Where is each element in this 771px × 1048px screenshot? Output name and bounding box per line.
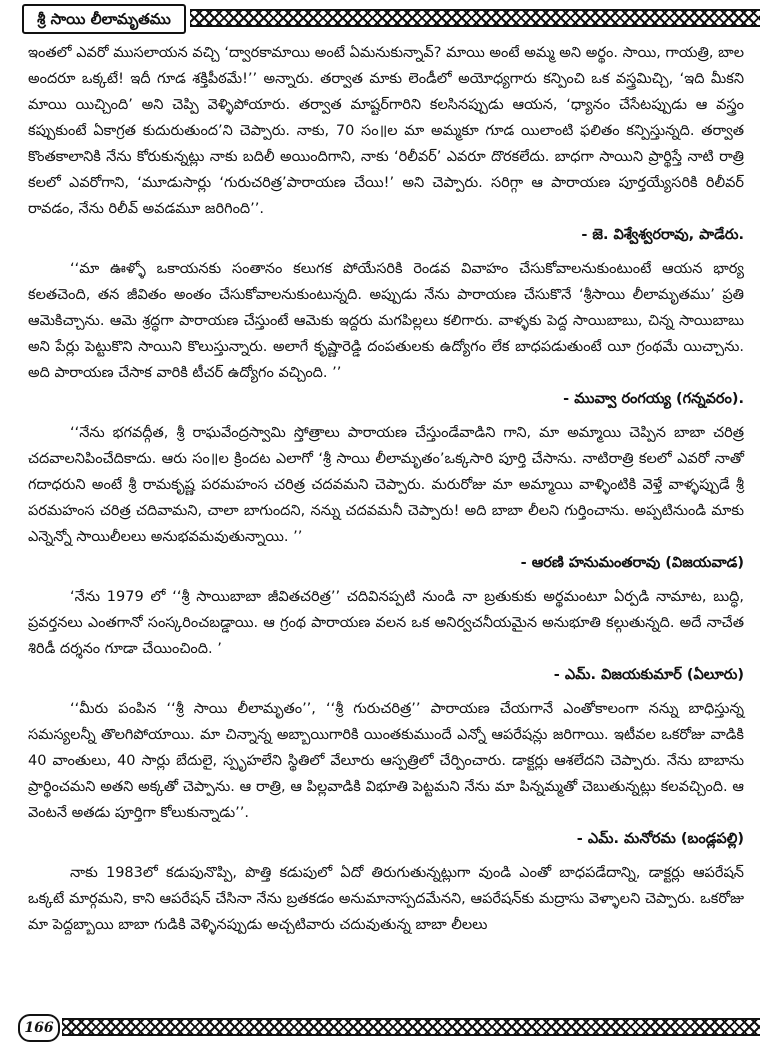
testimonial-signature: - ఆరణి హనుమంతరావు (విజయవాడ) bbox=[520, 555, 744, 571]
paragraph: ‘‘నేను భగవద్గీత, శ్రీ రాఘవేంద్రస్వామి స్తోత్రాలు పారాయణ చేస్తుండేవాడిని గాని, మా అమ్మాయి చెప్పిన బాబా చరిత్ర చదవాలనిపించేదికాదు. ఆరు సం॥ల క్రిందట ఎలాగో ‘శ్రీ సాయి లీలామృతం’ఒక్కసారి పూర్తి చేసాను. నాటిరాత్రి కలలో ఎవరో నాతో గదాధరుని అంటే శ్రీ రామకృష్ణ పరమహంస చరిత్ర చదవమని చెప్పారు. మరురోజు మా అమ్మాయి వాళ్ళింటికి వెళ్తే వాళ్ళప్పుడే శ్రీ పరమహంస చరిత్ర చదివామని, చాలా బాగుందని, నన్ను చదవమనీ చెప్పారు! అది బాబా లీలని గుర్తించాను. అప్పటినుండి మాకు ఎన్నెన్నో సాయిలీలలు అనుభవమవుతున్నాయి. ’’ bbox=[28, 425, 744, 545]
paragraph: ‘‘మీరు పంపిన ‘‘శ్రీ సాయి లీలామృతం’’, ‘‘శ్రీ గురుచరిత్ర’’ పారాయణ చేయగానే ఎంతోకాలంగా నన్ను బాధిస్తున్న సమస్యలన్నీ తొలగిపోయాయి. మా చిన్నాన్న అబ్బాయిగారికి యింతకుముందే ఎన్నో ఆపరేషన్లు జరిగాయి. ఇటీవల ఒకరోజు వాడికి 40 వాంతులు, 40 సార్లు బేదులై, స్పృహలేని స్థితిలో వేలూరు ఆస్పత్రిలో చేర్పించారు. డాక్టర్లు ఆశలేదని చెప్పారు. నేను బాబాను ప్రార్థించమని అతని అక్కతో చెప్పాను. ఆ రాత్రి, ఆ పిల్లవాడికి విభూతి పెట్టమని నేను మా పిన్నమ్మతో చెబుతున్నట్లు కలవచ్చింది. ఆ వెంటనే అతడు పూర్తిగా కోలుకున్నాడు’’. bbox=[28, 701, 744, 821]
page-number: 166 bbox=[18, 1014, 60, 1042]
testimonial-signature: - ఎమ్. మనోరమ (బండ్లపల్లి) bbox=[576, 831, 744, 847]
page-header bbox=[22, 4, 760, 34]
book-title: శ్రీ సాయి లీలామృతము bbox=[22, 4, 186, 34]
paragraph: ఇంతలో ఎవరో ముసలాయన వచ్చి ‘ద్వారకామాయి అంటే ఏమనుకున్నావ్? మాయి అంటే అమ్మ అని అర్థం. సాయి, గాయత్రి, బాల అందరూ ఒక్కటే! ఇదీ గూడ శక్తిపీఠమే!’’ అన్నారు. తర్వాత మాకు లెండీలో అయోధ్యగారు కన్పించి ఒక వస్త్రమిచ్చి, ‘ఇది మీకని మాయి యిచ్చింది’ అని చెప్పి వెళ్ళిపోయారు. తర్వాత మాష్టర్‌గారిని కలసినప్పుడు ఆయన, ‘ధ్యానం చేసేటప్పుడు ఆ వస్త్రం కప్పుకుంటే ఏకాగ్రత కుదురుతుంద’ని చెప్పారు. నాకు, 70 సం॥ల మా అమ్మకూ గూడ యిలాంటి ఫలితం కన్పిస్తున్నది. తర్వాత కొంతకాలానికి నేను కోరుకున్నట్లు నాకు బదిలీ అయిందిగాని, నాకు ‘రిలీవర్’ ఎవరూ దొరకలేదు. బాధగా సాయిని ప్రార్థిస్తే నాటి రాత్రి కలలో ఎవరోగాని, ‘మూడుసార్లు ‘గురుచరిత్ర’పారాయణ చేయి!’ అని చెప్పారు. సరిగ్గా ఆ పారాయణ పూర్తయ్యేసరికి రిలీవర్ రావడం, నేను రిలీవ్ అవడమూ జరిగింది’’. bbox=[28, 45, 744, 217]
decorative-border-top bbox=[190, 9, 760, 27]
paragraph: ‘నేను 1979 లో ‘‘శ్రీ సాయిబాబా జీవితచరిత్ర’’ చదివినప్పటి నుండి నా బ్రతుకుకు అర్థమంటూ ఏర్పడి నామాట, బుద్ధి, ప్రవర్తనలు ఎంతగానో సంస్కరించబడ్డాయి. ఆ గ్రంథ పారాయణ వలన ఒక అనిర్వచనీయమైన అనుభూతి కల్గుతున్నది. అదే నాచేత శిరిడీ దర్శనం గూడా చేయించింది. ’ bbox=[28, 589, 744, 657]
testimonial-signature: - ఎమ్. విజయకుమార్ (ఏలూరు) bbox=[553, 667, 744, 683]
paragraph: ‘‘మా ఊళ్ళో ఒకాయనకు సంతానం కలుగక పోయేసరికి రెండవ వివాహం చేసుకోవాలనుకుంటుంటే ఆయన భార్య కలతచెంది, తన జీవితం అంతం చేసుకోవాలనుకుంటున్నది. అప్పుడు నేను పారాయణ చేసుకొనే ‘శ్రీసాయి లీలామృతము’ ప్రతి ఆమెకిచ్చాను. ఆమె శ్రద్ధగా పారాయణ చేస్తుంటే ఆమెకు ఇద్దరు మగపిల్లలు కలిగారు. వాళ్ళకు పెద్ద సాయిబాబు, చిన్న సాయిబాబు అని పేర్లు పెట్టుకొని సాయిని కొలుస్తున్నారు. అలాగే కృష్ణారెడ్డి దంపతులకు ఉద్యోగం లేక బాధపడుతుంటే యీ గ్రంథమే యిచ్చాను. అది పారాయణ చేసాక వారికి టీచర్ ఉద్యోగం వచ్చింది. ’’ bbox=[28, 261, 744, 381]
page-footer bbox=[18, 1008, 760, 1044]
testimonial-signature: - జె. విశ్వేశ్వరరావు, పాడేరు. bbox=[581, 227, 744, 243]
paragraph: నాకు 1983లో కడుపునొప్పి, పొత్తి కడుపులో ఏదో తిరుగుతున్నట్లుగా వుండి ఎంతో బాధపడేదాన్ని, డాక్టర్లు ఆపరేషన్ ఒక్కటే మార్గమని, కాని ఆపరేషన్ చేసినా నేను బ్రతకడం అనుమానాస్పదమేనని, ఆపరేషన్‌కు మద్రాసు వెళ్ళాలని చెప్పారు. ఒకరోజు మా పెద్దబ్బాయి బాబా గుడికి వెళ్ళినప్పుడు అచ్చటివారు చదువుతున్న బాబా లీలలు bbox=[28, 865, 744, 933]
decorative-border-bottom bbox=[62, 1018, 760, 1036]
page-body bbox=[28, 40, 744, 938]
testimonial-signature: - మువ్వా రంగయ్య (గన్నవరం). bbox=[563, 391, 744, 407]
